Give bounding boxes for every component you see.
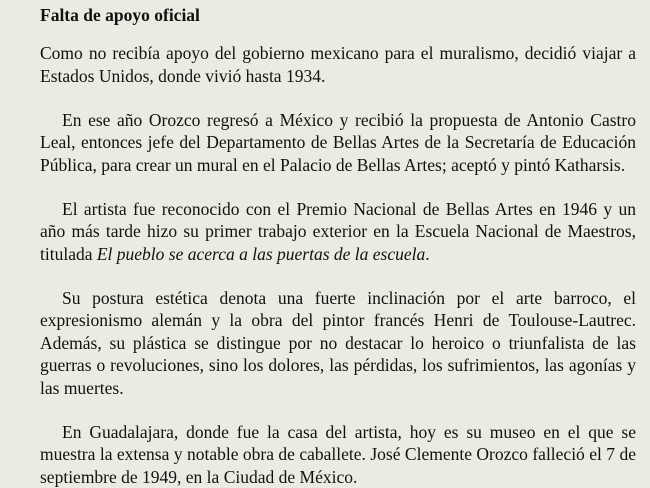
paragraph-5: En Guadalajara, donde fue la casa del artista, hoy es su museo en el que se muestra la extensa y notable obra de caballete. José Clemente Orozco falleció el 7 de septiembre de 1949, en la Ciudad de México. bbox=[40, 421, 636, 488]
paragraph-4: Su postura estética denota una fuerte inclinación por el arte barroco, el expresionismo alemán y la obra del pintor francés Henri de Toulouse-Lautrec. Además, su plástica se distingue por no destacar lo heroico o triunfalista de las guerras o revoluciones, sino los dolores, las pérdidas, los sufrimientos, las agonías y las muertes. bbox=[40, 287, 636, 400]
paragraph-2: En ese año Orozco regresó a México y recibió la propuesta de Antonio Castro Leal, entonces jefe del Departamento de Bellas Artes de la Secretaría de Educación Pública, para crear un mural en el Palacio de Bellas Artes; aceptó y pintó Katharsis. bbox=[40, 109, 636, 177]
paragraph-1: Como no recibía apoyo del gobierno mexicano para el muralismo, decidió viajar a Estados Unidos, donde vivió hasta 1934. bbox=[40, 42, 636, 87]
paragraph-3 bbox=[40, 198, 636, 266]
paragraph-3-text-after: . bbox=[425, 244, 429, 264]
mural-title: El pueblo se acerca a las puertas de la escuela bbox=[97, 244, 425, 264]
section-heading: Falta de apoyo oficial bbox=[40, 2, 636, 28]
paragraph-3-text-before: El artista fue reconocido con el Premio Nacional de Bellas Artes en 1946 y un año más tarde hizo su primer trabajo exterior en la Escuela Nacional de Maestros, titulada bbox=[40, 199, 636, 264]
